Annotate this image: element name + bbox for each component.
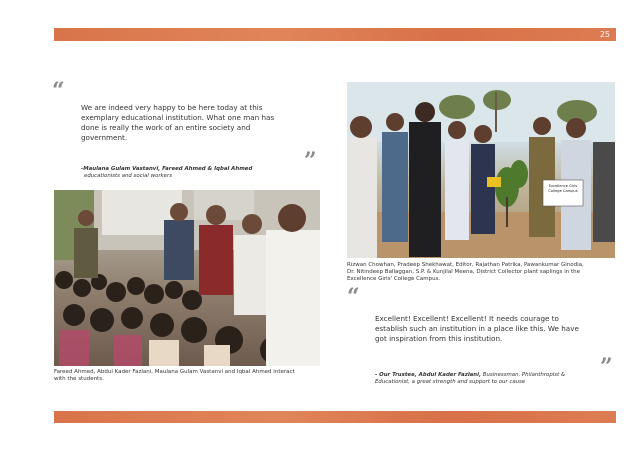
students-photo-illustration <box>54 190 320 366</box>
open-quote-mark-2: “ <box>347 284 360 310</box>
left-photo-caption <box>54 369 344 383</box>
quote-2-attribution-line-1 <box>375 372 605 379</box>
quote-1-attribution-role: educationists and social workers <box>84 173 173 179</box>
quote-2-attribution <box>375 372 605 386</box>
page-number: 25 <box>599 30 610 39</box>
quote-1-line: exemplary educational institution. What one man has <box>81 113 275 122</box>
students-interaction-photo <box>54 190 320 366</box>
left-photo-caption-line: Fareed Ahmed, Abdul Kader Fazlani, Maulana Gulam Vastanvi and Iqbal Ahmed interact <box>54 369 295 375</box>
quote-2-attribution-line-2: Educationist, a great strength and support to our cause <box>375 379 526 385</box>
quote-2-attribution-rest: Businessman, Philanthropist & <box>481 372 566 378</box>
quote-1-attribution-name: -Maulana Gulam Vastanvi, Fareed Ahmed & Iqbal Ahmed <box>81 166 253 172</box>
right-photo-caption-line: Rizwan Chowhan, Pradeep Shekhawat, Editor, Rajathan Patrika, Pawankumar Ginodia, <box>347 262 584 268</box>
left-photo-caption-line: with the students. <box>54 376 104 382</box>
sign-board-text: Excellence Girls College Campus <box>548 184 578 193</box>
open-quote-mark: “ <box>52 78 65 104</box>
planting-photo-illustration <box>347 82 615 258</box>
quote-1-line: We are indeed very happy to be here today at this <box>81 103 263 112</box>
quote-1-text <box>81 103 295 143</box>
close-quote-mark: ” <box>304 148 317 174</box>
right-photo-caption-line: Dr. Nitindeep Ballaggan, S.P. & Kunjilal Meena, District Collector plant saplings in the <box>347 269 580 275</box>
close-quote-mark-2: ” <box>600 354 613 380</box>
footer-band <box>54 411 616 423</box>
right-photo-caption-line: Excellence Girls' College Campus. <box>347 276 441 282</box>
header-band <box>54 28 616 41</box>
quote-2-line: Excellent! Excellent! Excellent! It needs courage to <box>375 314 559 323</box>
quote-1-line: done is really the work of an entire society and <box>81 123 251 132</box>
quote-1-line: government. <box>81 133 128 142</box>
quote-2-line: got inspiration from this institution. <box>375 334 503 343</box>
quote-2-line: establish such an institution in a place like this. We have <box>375 324 579 333</box>
right-photo-caption <box>347 262 619 283</box>
quote-1-attribution <box>81 166 301 180</box>
sapling-planting-photo <box>347 82 615 258</box>
quote-2-attribution-name: - Our Trustee, Abdul Kader Fazlani, <box>375 372 482 378</box>
quote-2-text <box>375 314 600 344</box>
